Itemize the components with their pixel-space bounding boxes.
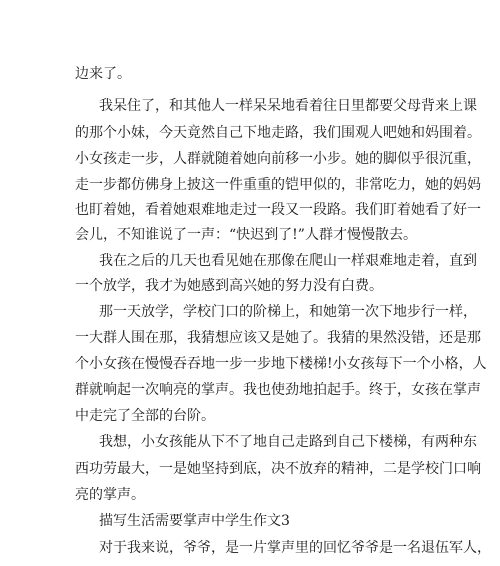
text-line: 中走完了全部的台阶。 <box>75 408 215 424</box>
text-line: 的那个小妹，今天竟然自己下地走路，我们围观人吧她和妈围着。 <box>75 125 481 141</box>
text-line: 亮的掌声。 <box>75 487 145 503</box>
text-line: 个小女孩在慢慢吞吞地一步一步地下楼梯!小女孩每下一个小格，人 <box>75 356 487 372</box>
text-line: 对于我来说，爷爷，是一片掌声里的回忆爷爷是一名退伍军人， <box>99 540 491 556</box>
text-line: 会儿，不知谁说了一声：“快迟到了!”人群才慢慢散去。 <box>75 227 417 243</box>
text-line: 小女孩走一步，人群就随着她向前移一小步。她的脚似乎很沉重， <box>75 151 481 167</box>
text-line: 一大群人围在那，我猜想应该又是她了。我猜的果然没错，还是那 <box>75 330 481 346</box>
text-line: 走一步都仿佛身上披这一件重重的铠甲似的，非常吃力，她的妈妈 <box>75 177 481 193</box>
text-line: 群就响起一次响亮的掌声。我也使劲地拍起手。终于，女孩在掌声 <box>75 382 481 398</box>
section-heading: 描写生活需要掌声中学生作文3 <box>99 513 290 529</box>
text-line: 西功劳最大，一是她坚持到底，决不放弃的精神，二是学校门口响 <box>75 461 481 477</box>
text-line: 我在之后的几天也看见她在那像在爬山一样艰难地走着，直到 <box>99 253 477 269</box>
text-line: 一个放学，我才为她感到高兴她的努力没有白费。 <box>75 278 383 294</box>
text-line: 边来了。 <box>75 66 131 82</box>
text-line: 我想，小女孩能从下不了地自己走路到自己下楼梯，有两种东 <box>99 434 477 450</box>
text-line: 那一天放学，学校门口的阶梯上，和她第一次下地步行一样， <box>99 304 477 320</box>
text-line: 我呆住了，和其他人一样呆呆地看着往日里都要父母背来上课 <box>99 98 477 114</box>
text-line: 也盯着她，看着她艰难地走过一段又一段路。我们盯着她看了好一 <box>75 202 481 218</box>
